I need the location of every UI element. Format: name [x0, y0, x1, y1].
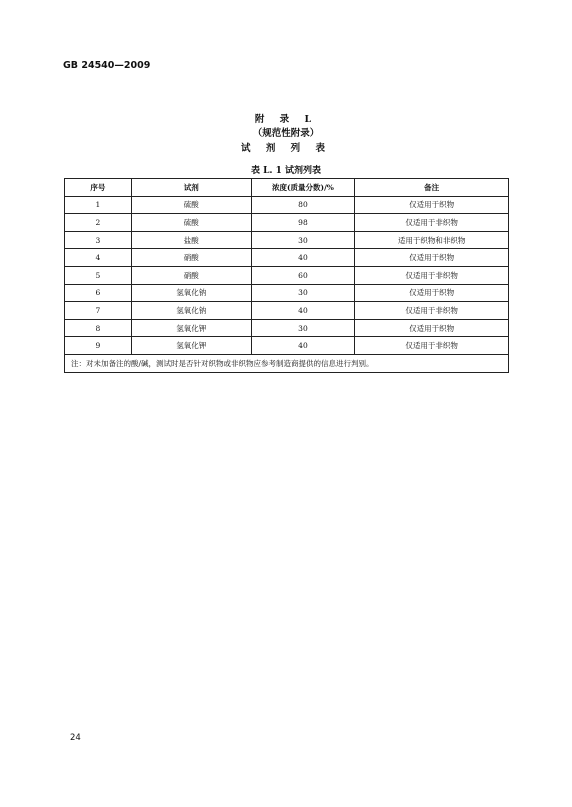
cell-concentration: 80	[251, 196, 355, 214]
table-row	[65, 302, 509, 320]
table-row	[65, 249, 509, 267]
cell-index: 7	[65, 302, 132, 320]
column-header-reagent: 试剂	[131, 179, 251, 197]
table-note: 注：对未加备注的酸/碱，测试时是否针对织物或非织物应参考制造商提供的信息进行判别。	[65, 354, 509, 372]
column-header-concentration: 浓度(质量分数)/%	[251, 179, 355, 197]
table-row	[65, 196, 509, 214]
cell-concentration: 40	[251, 337, 355, 355]
cell-reagent: 氢氧化钾	[131, 337, 251, 355]
table-row	[65, 266, 509, 284]
cell-concentration: 30	[251, 319, 355, 337]
column-header-remark: 备注	[355, 179, 509, 197]
cell-concentration: 40	[251, 302, 355, 320]
cell-reagent: 硝酸	[131, 249, 251, 267]
cell-concentration: 30	[251, 231, 355, 249]
table-row	[65, 231, 509, 249]
cell-remark: 适用于织物和非织物	[355, 231, 509, 249]
column-header-index: 序号	[65, 179, 132, 197]
cell-reagent: 氢氧化钠	[131, 302, 251, 320]
cell-concentration: 40	[251, 249, 355, 267]
cell-reagent: 硫酸	[131, 196, 251, 214]
cell-index: 2	[65, 214, 132, 232]
cell-remark: 仅适用于织物	[355, 249, 509, 267]
cell-remark: 仅适用于非织物	[355, 302, 509, 320]
appendix-title: 附 录 L	[254, 114, 318, 125]
cell-remark: 仅适用于非织物	[355, 214, 509, 232]
cell-remark: 仅适用于非织物	[355, 266, 509, 284]
appendix-subtitle: （规范性附录）	[252, 128, 320, 139]
cell-reagent: 硫酸	[131, 214, 251, 232]
cell-index: 3	[65, 231, 132, 249]
cell-index: 4	[65, 249, 132, 267]
cell-index: 5	[65, 266, 132, 284]
cell-index: 6	[65, 284, 132, 302]
cell-remark: 仅适用于织物	[355, 284, 509, 302]
cell-reagent: 氢氧化钾	[131, 319, 251, 337]
cell-index: 1	[65, 196, 132, 214]
table-row	[65, 319, 509, 337]
table-row	[65, 284, 509, 302]
table-caption: 表 L. 1 试剂列表	[250, 166, 322, 176]
standard-number: GB 24540—2009	[63, 60, 151, 71]
cell-remark: 仅适用于织物	[355, 196, 509, 214]
cell-concentration: 30	[251, 284, 355, 302]
table-row	[65, 337, 509, 355]
cell-reagent: 硝酸	[131, 266, 251, 284]
cell-concentration: 98	[251, 214, 355, 232]
page-number: 24	[70, 733, 81, 743]
cell-reagent: 氢氧化钠	[131, 284, 251, 302]
table-header-row	[65, 179, 509, 197]
cell-index: 9	[65, 337, 132, 355]
appendix-heading: 试 剂 列 表	[241, 143, 331, 154]
table-note-row	[65, 354, 509, 372]
cell-index: 8	[65, 319, 132, 337]
cell-concentration: 60	[251, 266, 355, 284]
cell-remark: 仅适用于织物	[355, 319, 509, 337]
cell-reagent: 盐酸	[131, 231, 251, 249]
cell-remark: 仅适用于非织物	[355, 337, 509, 355]
reagent-table	[64, 178, 509, 373]
table-row	[65, 214, 509, 232]
